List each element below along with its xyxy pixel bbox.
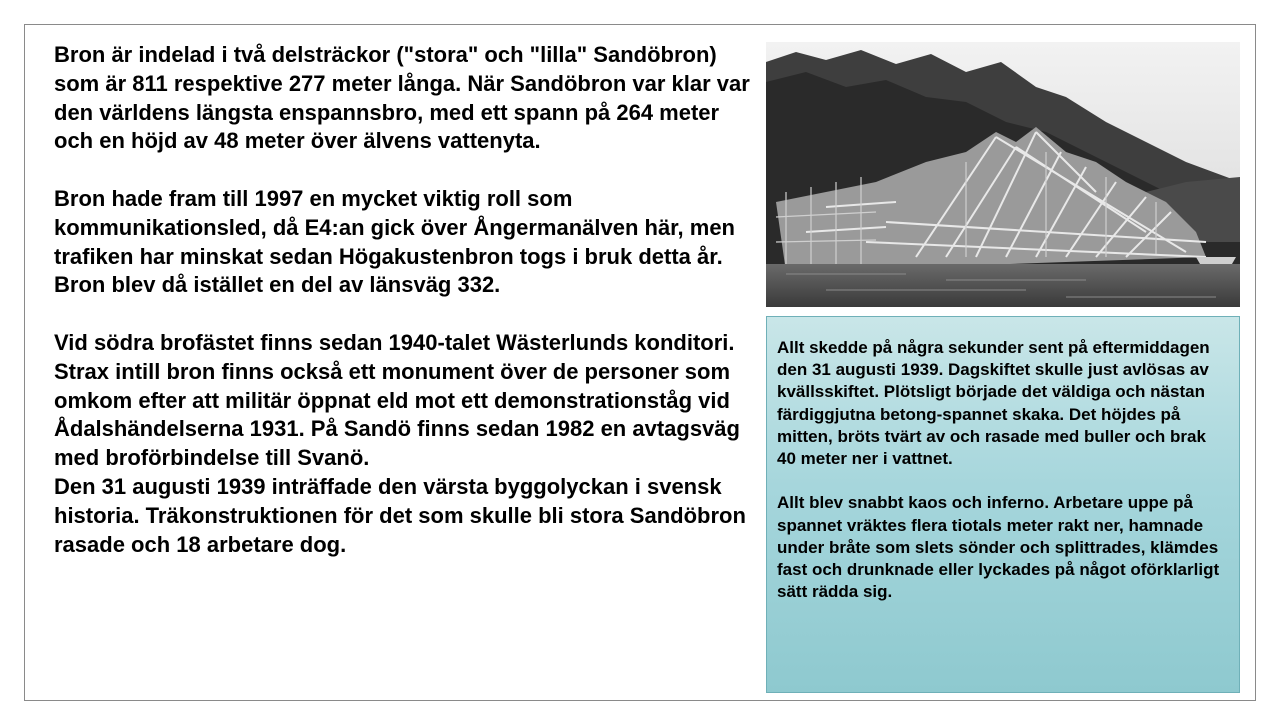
paragraph-bridge-sections: Bron är indelad i två delsträckor ("stora" och "lilla" Sandöbron) som är 811 respektive 277 meter långa. När Sandöbron var klar var den världens längsta enspannsbro, med ett spann på 264 meter och en höjd av 48 meter över älvens vattenyta.: [54, 42, 750, 154]
paragraph-accident: Den 31 augusti 1939 inträffade den värsta byggolyckan i svensk historia. Träkonstruktionen för det som skulle bli stora Sandöbron rasade och 18 arbetare dog.: [54, 473, 746, 557]
slide: [24, 24, 1256, 701]
paragraph-traffic-history: Bron hade fram till 1997 en mycket viktig roll som kommunikationsled, då E4:an gick över Ångermanälven här, men trafiken har minskat sedan Högakustenbron togs i bruk detta år. Bron blev då istället en del av länsväg 332.: [54, 185, 735, 298]
paragraph-monuments: Vid södra brofästet finns sedan 1940-talet Wästerlunds konditori. Strax intill bron finns också ett monument över de personer som omkom efter att militär öppnat eld mot ett demonstrationståg vid Ådalshändelserna 1931. På Sandö finns sedan 1982 en avtagsväg med broförbindelse till Svanö.: [54, 329, 740, 471]
main-text-block: [54, 41, 754, 559]
caption-paragraph-chaos: Allt blev snabbt kaos och inferno. Arbetare uppe på spannet vräktes flera tiotals meter rakt ner, hamnade under bråte som slets sönder och splittrades, klämdes fast och drunknade eller lyckades på något oförklarligt sätt rädda sig.: [777, 493, 1220, 602]
caption-box: [766, 316, 1240, 693]
caption-paragraph-collapse: Allt skedde på några sekunder sent på eftermiddagen den 31 augusti 1939. Dagskiftet skulle just avlösas av kvällsskiftet. Plötsligt började det väldiga och nästan färdiggjutna betong-spannet skaka. Det höjdes på mitten, bröts tvärt av och rasade med buller och brak 40 meter ner i vattnet.: [777, 338, 1210, 469]
collapse-photo: [766, 42, 1240, 307]
collapsed-bridge-scaffolding-photo-icon: [766, 42, 1240, 307]
